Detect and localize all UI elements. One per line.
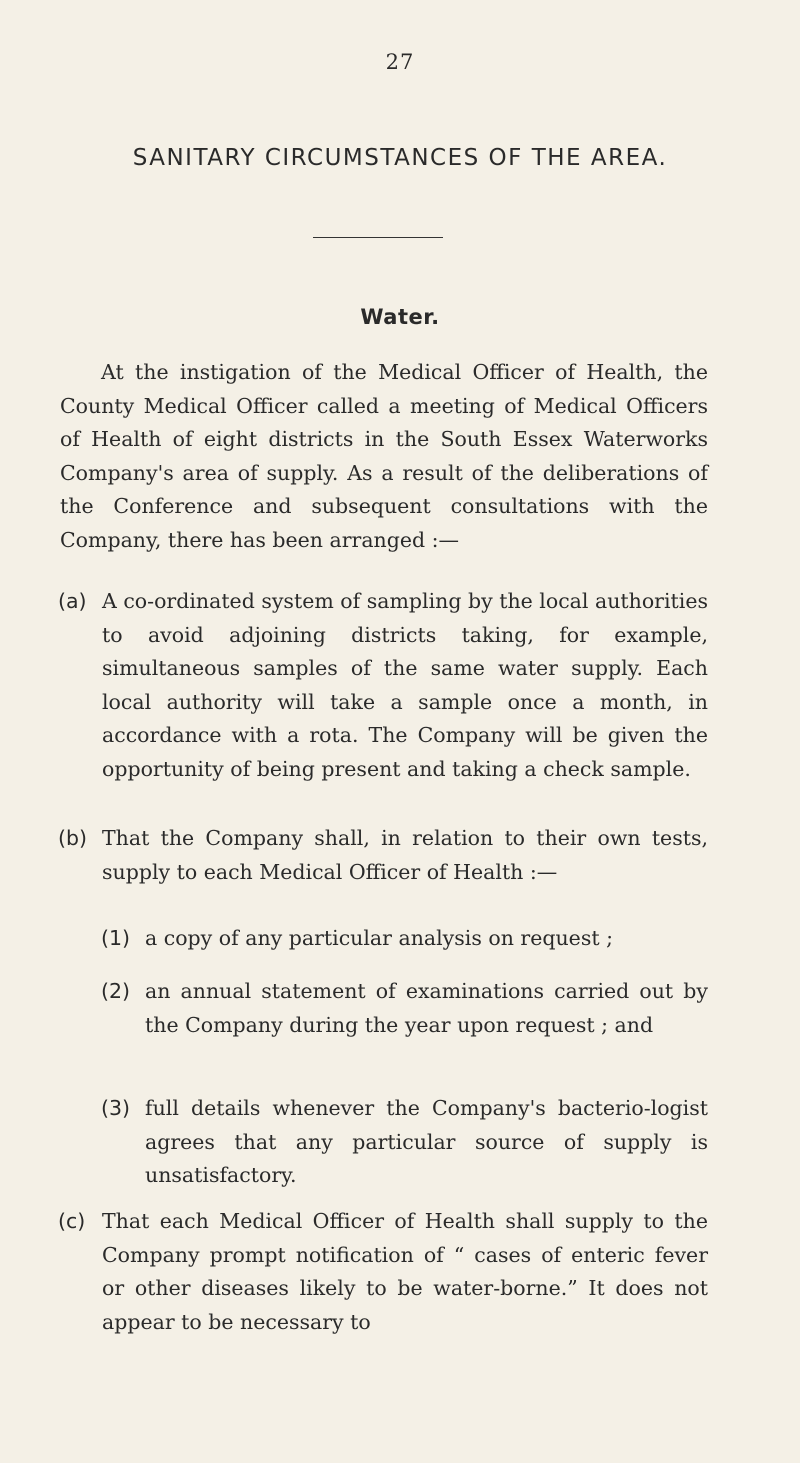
page-number: 27 [385,50,415,74]
sub-list-item-text: full details whenever the Company's bacterio-logist agrees that any particular source of supply is unsatisfactory. [145,1096,708,1187]
sub-list-item-text: an annual statement of examinations carried out by the Company during the year upon request ; and [145,979,708,1037]
list-item-text: That each Medical Officer of Health shall supply to the Company prompt notification of “ cases of enteric fever or other diseases likely to be water-borne.” It does not appear to be necessary to [102,1209,708,1334]
list-marker: (b) [58,826,88,850]
intro-paragraph: At the instigation of the Medical Officer of Health, the County Medical Officer called a meeting of Medical Officers of Health of eight districts in the South Essex Waterworks Company's area of supply. As a result of the deliberations of the Conference and subsequent consultations with the Company, there has been arranged :— [60,360,708,552]
list-marker: (a) [58,589,87,613]
sub-list-item-text: a copy of any particular analysis on request ; [145,926,613,950]
list-marker: (c) [58,1209,86,1233]
list-item-text: A co-ordinated system of sampling by the local authorities to avoid adjoining districts taking, for example, simultaneous samples of the same water supply. Each local authority will take a sample once a month, in accordance with a rota. The Company will be given the opportunity of being present and taking a check sample. [102,589,708,781]
list-item-text: That the Company shall, in relation to their own tests, supply to each Medical Officer of Health :— [102,826,708,884]
sub-list-marker: (3) [101,1096,131,1120]
section-heading: Water. [360,305,440,329]
title-divider [313,237,443,238]
sub-list-marker: (2) [101,979,131,1003]
sub-list-marker: (1) [101,926,131,950]
page-title: SANITARY CIRCUMSTANCES OF THE AREA. [132,145,668,171]
